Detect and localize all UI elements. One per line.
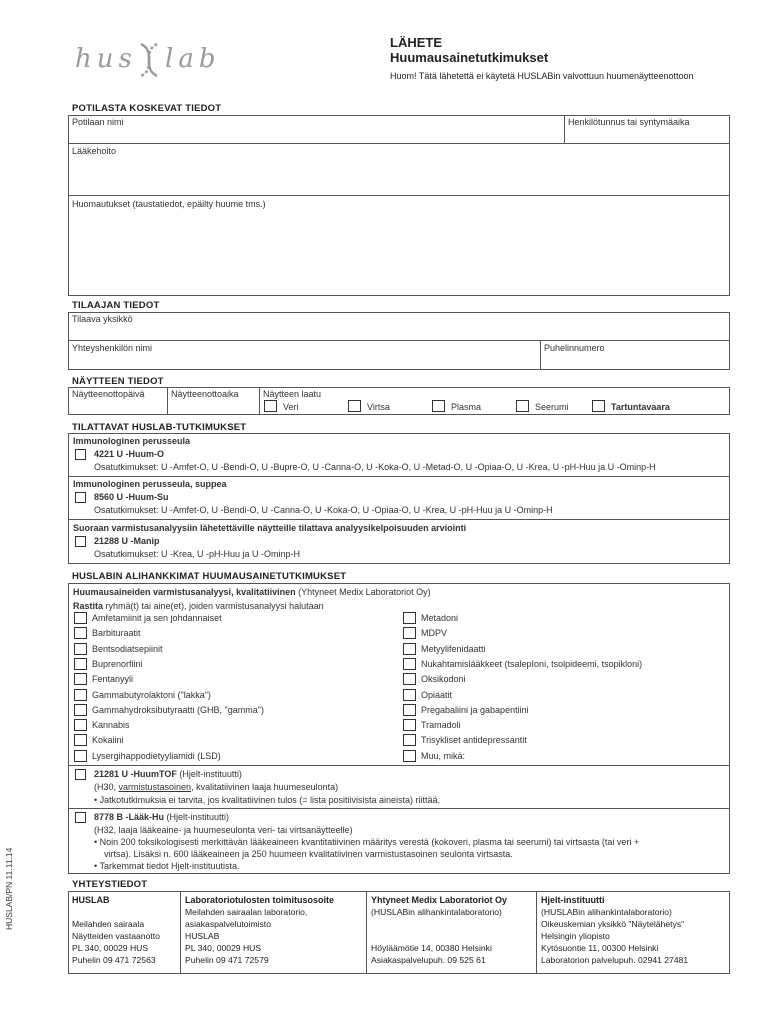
confirmation-title (73, 587, 431, 597)
substance-label: Muu, mikä: (421, 750, 466, 761)
contact-line: Asiakaspalvelupuh. 09 525 61 (371, 955, 486, 965)
sample-type-virtsa: Virtsa (367, 402, 390, 412)
substance-label: Fentanyyli (92, 674, 134, 685)
substance-label: Kokaiini (92, 735, 124, 746)
substance-checkbox[interactable] (403, 673, 416, 685)
substance-label: Buprenorfiini (92, 658, 143, 669)
ordering-unit-label: Tilaava yksikkö (72, 314, 133, 324)
form-note: Huom! Tätä lähetettä ei käytetä HUSLABin valvottuun huumenäytteenottoon (390, 71, 694, 81)
contact-line: PL 340, 00029 HUS (72, 943, 149, 953)
tof-desc-a: (H30, (94, 782, 119, 792)
contact-line (371, 918, 532, 930)
contact-column (181, 891, 367, 974)
substance-label: Barbituraatit (92, 628, 141, 639)
substance-label: Tramadoli (421, 720, 461, 731)
contact-column-title: Laboratoriotulosten toimitusosoite (185, 895, 335, 905)
substance-label: Kannabis (92, 720, 130, 731)
substance-checkbox[interactable] (403, 612, 416, 624)
substance-checkbox[interactable] (403, 658, 416, 670)
patient-id-label: Henkilötunnus tai syntymäaika (568, 117, 690, 127)
patient-heading: POTILASTA KOSKEVAT TIEDOT (72, 103, 222, 114)
tof-test-box (68, 765, 730, 809)
form-code: HUSLAB/PN 11.11.14 (4, 847, 14, 930)
checkbox-seerumi[interactable] (516, 400, 529, 412)
form-title: LÄHETE (390, 35, 442, 50)
substance-label: Amfetamiinit ja sen johdannaiset (92, 613, 222, 623)
test-code: 8560 U -Huum-Su (94, 492, 169, 502)
substance-checkbox[interactable] (403, 719, 416, 731)
instruction-bold: Rastita (73, 601, 104, 611)
contact-column (537, 891, 730, 974)
checkbox-veri[interactable] (264, 400, 277, 412)
contact-line: Laboratorion palvelupuh. 02941 27481 (541, 955, 689, 965)
contact-column (68, 891, 181, 974)
test-group-title: Immunologinen perusseula, suppea (73, 479, 227, 489)
checkbox-8560[interactable] (75, 492, 86, 503)
substance-checkbox[interactable] (74, 673, 87, 685)
laak-code: 8778 B -Lääk-Hu (94, 812, 165, 822)
substance-checkbox[interactable] (403, 734, 416, 746)
substance-label: Lysergihappodietyyliamidi (LSD) (92, 750, 221, 761)
tof-desc-b: , kvalitatiivinen laaja huumeseulonta) (191, 782, 339, 792)
notes-label: Huomautukset (taustatiedot, epäilty huume tms.) (72, 199, 266, 209)
checkbox-8778[interactable] (75, 812, 86, 823)
laak-institute: (Hjelt-instituutti) (164, 812, 230, 822)
contact-line: Näytteiden vastaanotto (72, 931, 160, 941)
test-group-title: Suoraan varmistusanalyysiin lähetettäville näytteille tilattava analyysikelpoisuuden arviointi (73, 523, 467, 533)
contact-line (72, 906, 176, 918)
notes-field[interactable] (68, 195, 730, 296)
substance-label: Metadoni (421, 613, 459, 623)
logo-text-left: hus (75, 44, 137, 74)
medication-label: Lääkehoito (72, 146, 117, 156)
tof-institute: (Hjelt-instituutti) (176, 769, 242, 779)
laak-bullet-2: • Tarkemmat tiedot Hjelt-instituutista. (94, 861, 240, 871)
laak-test-box (68, 808, 730, 874)
contact-line: (HUSLABin alihankintalaboratorio) (371, 907, 502, 917)
contact-column-title: Yhtyneet Medix Laboratoriot Oy (371, 895, 508, 905)
test-group-3 (68, 519, 730, 564)
patient-id-field[interactable] (564, 115, 730, 144)
contact-column (367, 891, 537, 974)
substance-checkbox[interactable] (74, 704, 87, 716)
substance-checkbox[interactable] (403, 689, 416, 701)
contact-line: Meilahden sairaalan laboratorio, (185, 907, 308, 917)
contact-column-title: Hjelt-instituutti (541, 895, 605, 905)
substance-checkbox[interactable] (74, 750, 87, 762)
contact-line: HUSLAB (185, 931, 220, 941)
confirmation-analysis-box (68, 583, 730, 766)
substance-checkbox[interactable] (403, 704, 416, 716)
sample-type-seerumi: Seerumi (535, 402, 569, 412)
medication-field[interactable] (68, 143, 730, 196)
instruction-rest: ryhmä(t) tai aine(et), joiden varmistusanalyysi halutaan (103, 601, 324, 611)
patient-name-label: Potilaan nimi (72, 117, 124, 127)
test-group-2 (68, 476, 730, 520)
confirmation-instruction (73, 601, 324, 611)
contact-line: Puhelin 09 471 72579 (185, 955, 269, 965)
substance-checkbox[interactable] (403, 627, 416, 639)
substance-label: Trisykliset antidepressantit (421, 735, 527, 746)
substance-checkbox[interactable] (403, 643, 416, 655)
test-group-1 (68, 433, 730, 477)
contact-line: Kytösuontie 11, 00300 Helsinki (541, 943, 659, 953)
contact-line: Puhelin 09 471 72563 (72, 955, 156, 965)
contact-name-field[interactable] (68, 340, 541, 370)
substance-checkbox[interactable] (74, 612, 87, 624)
checkbox-tartuntavaara[interactable] (592, 400, 605, 412)
checkbox-plasma[interactable] (432, 400, 445, 412)
substance-label: Gammahydroksibutyraatti (GHB, "gamma") (92, 704, 264, 715)
contact-line: Helsingin yliopisto (541, 931, 610, 941)
sample-type-veri: Veri (283, 402, 299, 412)
substance-label: Bentsodiatsepiinit (92, 643, 163, 654)
ordering-unit-field[interactable] (68, 312, 730, 341)
laak-bullet-1b: virtsa). Lisäksi n. 600 lääkeaineen ja 250 huumeen kvalitatiivinen varmistustasoinen seulonta virtsasta. (104, 849, 513, 859)
substance-label: Metyylifenidaatti (421, 643, 486, 654)
laak-description: (H32, laaja lääkeaine- ja huumeseulonta veri- tai virtsanäytteelle) (94, 825, 353, 835)
patient-name-field[interactable] (68, 115, 565, 144)
test-subtests: Osatutkimukset: U -Amfet-O, U -Bendi-O, U -Canna-O, U -Koka-O, U -Opiaa-O, U -Krea, U -pH-Huu ja U -Ominp-H (94, 505, 553, 515)
substance-label: Gammabutyrolaktoni ("lakka") (92, 689, 211, 700)
tof-description (94, 782, 338, 792)
substance-label: Opiaatit (421, 689, 453, 700)
contact-line: Meilahden sairaala (72, 919, 145, 929)
test-code: 4221 U -Huum-O (94, 449, 165, 459)
confirmation-title-bold: Huumausaineiden varmistusanalyysi, kvalitatiivinen (73, 587, 296, 597)
sample-date-label: Näytteenottopäivä (72, 389, 145, 399)
subcontract-heading: HUSLABIN ALIHANKKIMAT HUUMAUSAINETUTKIMUKSET (72, 571, 347, 582)
contact-line: asiakaspalvelutoimisto (185, 919, 271, 929)
tof-title (94, 769, 242, 779)
orderer-heading: TILAAJAN TIEDOT (72, 300, 160, 311)
test-subtests: Osatutkimukset: U -Amfet-O, U -Bendi-O, U -Bupre-O, U -Canna-O, U -Koka-O, U -Metad-O, U -Opiaa-O, U -Krea, U -pH-Huu ja U -Ominp-H (94, 462, 656, 472)
contacts-heading: YHTEYSTIEDOT (72, 879, 148, 890)
checkbox-21281[interactable] (75, 769, 86, 780)
substance-checkbox[interactable] (74, 658, 87, 670)
substance-checkbox[interactable] (74, 627, 87, 639)
contact-line (371, 930, 532, 942)
sample-type-label: Näytteen laatu (263, 389, 322, 399)
checkbox-21288[interactable] (75, 536, 86, 547)
laak-bullet-1a: • Noin 200 toksikologisesti merkittävän lääkeaineen kvantitatiivinen määritys verestä (kokoveri, plasma tai seerumi) tai virtsasta (tai veri + (94, 837, 640, 847)
substance-checkbox[interactable] (74, 719, 87, 731)
infectious-label: Tartuntavaara (611, 402, 670, 412)
sample-type-plasma: Plasma (451, 402, 482, 412)
contact-line: Höyläämötie 14, 00380 Helsinki (371, 943, 492, 953)
confirmation-title-lab: (Yhtyneet Medix Laboratoriot Oy) (295, 587, 431, 597)
sample-date-field[interactable] (68, 387, 168, 415)
test-code: 21288 U -Manip (94, 536, 160, 546)
phone-label: Puhelinnumero (544, 343, 605, 353)
huslab-logo (75, 42, 225, 78)
substance-label: Pregabaliini ja gabapentiini (421, 704, 529, 715)
checkbox-4221[interactable] (75, 449, 86, 460)
laak-title (94, 812, 229, 822)
huslab-tests-heading: TILATTAVAT HUSLAB-TUTKIMUKSET (72, 422, 247, 433)
sample-time-label: Näytteenottoaika (171, 389, 239, 399)
logo-text-right: lab (165, 44, 221, 74)
dna-helix-icon (135, 42, 163, 78)
contact-name-label: Yhteyshenkilön nimi (72, 343, 153, 353)
substance-label: MDPV (421, 628, 448, 639)
checkbox-virtsa[interactable] (348, 400, 361, 412)
tof-code: 21281 U -HuumTOF (94, 769, 177, 779)
phone-field[interactable] (540, 340, 730, 370)
contact-line: Oikeuskemian yksikkö "Näytelähetys" (541, 919, 685, 929)
contact-column-title: HUSLAB (72, 895, 110, 905)
sample-time-field[interactable] (167, 387, 260, 415)
substance-label: Oksikodoni (421, 674, 466, 685)
test-subtests: Osatutkimukset: U -Krea, U -pH-Huu ja U -Ominp-H (94, 549, 301, 559)
contact-line: (HUSLABin alihankintalaboratorio) (541, 907, 672, 917)
substance-checkbox[interactable] (74, 689, 87, 701)
contact-line: PL 340, 00029 HUS (185, 943, 262, 953)
test-group-title: Immunologinen perusseula (73, 436, 191, 446)
tof-desc-underlined: varmistustasoinen (118, 782, 192, 792)
substance-checkbox[interactable] (74, 643, 87, 655)
form-subtitle: Huumausainetutkimukset (390, 50, 549, 65)
substance-label: Nukahtamislääkkeet (tsalepIoni, tsolpideemi, tsopikloni) (421, 658, 643, 669)
sample-heading: NÄYTTEEN TIEDOT (72, 376, 164, 387)
tof-bullet: • Jatkotutkimuksia ei tarvita, jos kvalitatiivinen tulos (= lista positiivisista aineista) riittää. (94, 795, 441, 805)
substance-checkbox[interactable] (74, 734, 87, 746)
substance-checkbox[interactable] (403, 750, 416, 762)
